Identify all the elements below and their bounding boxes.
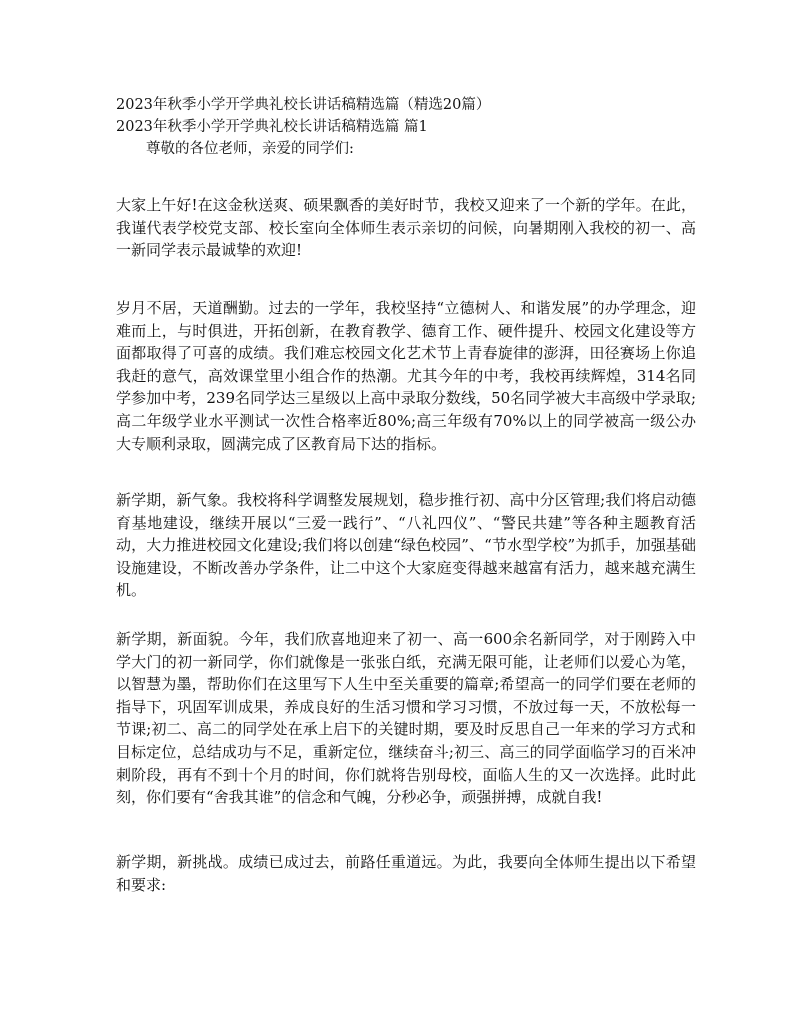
paragraph-achievements: 岁月不居，天道酬勤。过去的一学年，我校坚持“立德树人、和谐发展”的办学理念，迎难而上，与时俱进，开拓创新，在教育教学、德育工作、硬件提升、校园文化建设等方面都取得了可喜的成绩。我们难忘校园文化艺术节上青春旋律的澎湃，田径赛场上你追我赶的意气，高效课堂里小组合作的热潮。尤其今年的中考，我校再续辉煌，314名同学参加中考，239名同学达三星级以上高中录取分数线，50名同学被大丰高级中学录取;高二年级学业水平测试一次性合格率近80%;高三年级有70%以上的同学被高一级公办大专顺利录取，圆满完成了区教育局下达的指标。 [116,299,696,453]
document-title: 2023年秋季小学开学典礼校长讲话稿精选篇（精选20篇） [116,97,491,113]
paragraph-new-atmosphere: 新学期，新气象。我校将科学调整发展规划，稳步推行初、高中分区管理;我们将启动德育基地建设，继续开展以“三爱一践行”、“八礼四仪”、“警民共建”等各种主题教育活动，大力推进校园文化建设;我们将以创建“绿色校园”、“节水型学校”为抓手，加强基础设施建设，不断改善办学条件，让二中这个大家庭变得越来越富有活力，越来越充满生机。 [116,491,696,600]
greeting-line: 尊敬的各位老师，亲爱的同学们: [146,141,354,157]
paragraph-welcome: 大家上午好!在这金秋送爽、硕果飘香的美好时节，我校又迎来了一个新的学年。在此，我谨代表学校党支部、校长室向全体师生表示亲切的问候，向暑期刚入我校的初一、高一新同学表示最诚挚的欢迎! [116,196,696,260]
document-subtitle: 2023年秋季小学开学典礼校长讲话稿精选篇 篇1 [116,119,428,135]
paragraph-new-challenge: 新学期，新挑战。成绩已成过去，前路任重道远。为此，我要向全体师生提出以下希望和要求: [116,853,696,894]
paragraph-new-look: 新学期，新面貌。今年，我们欣喜地迎来了初一、高一600余名新同学，对于刚跨入中学大门的初一新同学，你们就像是一张张白纸，充满无限可能，让老师们以爱心为笔，以智慧为墨，帮助你们在这里写下人生中至关重要的篇章;希望高一的同学们要在老师的指导下，巩固军训成果，养成良好的生活习惯和学习习惯，不放过每一天，不放松每一节课;初二、高二的同学处在承上启下的关键时期，要及时反思自己一年来的学习方式和目标定位，总结成功与不足，重新定位，继续奋斗;初三、高三的同学面临学习的百米冲刺阶段，再有不到十个月的时间，你们就将告别母校，面临人生的又一次选择。此时此刻，你们要有“舍我其谁”的信念和气魄，分秒必争，顽强拼搏，成就自我! [116,630,696,807]
